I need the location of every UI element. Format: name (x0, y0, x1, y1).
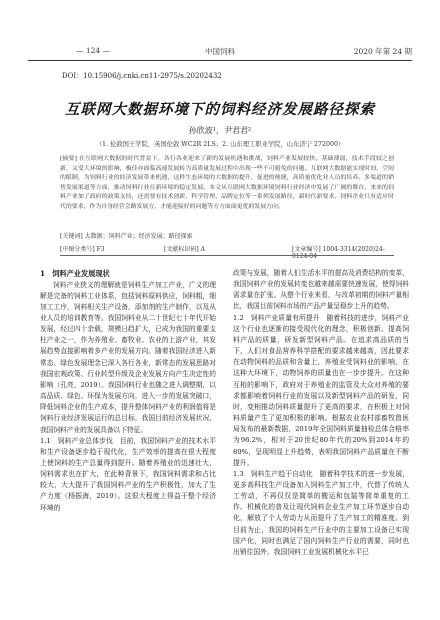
abstract-rule (60, 255, 394, 256)
section-heading: 1 饲料产业发展现状 (40, 269, 110, 278)
article-number: [文章编号] 1004-3314(2020)24-0124-04 (292, 246, 385, 260)
section-heading: 1.2 饲料产业质量有所提升 随着科技的进步，饲料产业这个行业也逐渐的接受现代化的理念，积极创新、提高饲料产品的质量，研发新型饲料产品。在追求高品质的当下，人们对食品营养科学搭配的要求越来越高，因此要求在动物饲料的品质和含量上，养殖业受饲料业的影响，在这种大环境下，动物饲养的质量也在一步步提升。在这种互相的影响下，政府对于养殖业的监管及大众对养殖的要求都影响着饲料行业的发展以及新型饲料产品的研发，同时，变相推动饲料质量提升了更高的要求，在积极上对饲料质量产生了更加积极的影响。根据农业农村部畜牧兽医局发布的最新数据，2019年全国饲料质量抽检总体合格率为96.2%，相对于20世纪80年代的20%到2014年的89%，呈现明显上升趋势，表明我国饲料产品质量在不断提升。 (233, 313, 409, 467)
keywords: [关键词] 大数据；饲料产业；经济发展；路径探索 (60, 233, 193, 240)
document-code: [文献标识码] A (164, 246, 205, 253)
journal-name: 中国饲料 (205, 47, 235, 56)
doi-line[interactable]: DOI：10.15906/j.cnki.cn11-2975/s.20202432 (62, 72, 222, 80)
affiliation-line: （1. 伦敦国王学院，英国伦敦 WC2R 2LS；2. 山东理工职业学院，山东济宁 272000） (95, 141, 345, 148)
article-title: 互联网大数据环境下的饲料经济发展路径探索 (65, 101, 375, 118)
abstract: [摘要] 在互联网大数据的时代背景下，各行各业迎来了新的发展机遇和挑战，饲料产业发展较快，基础薄弱，技术手段较之创新，又受大环境的影响，极佳亦面临高速发展转为高质量发展过程中出现一些不可避免的问题。互联网大数据能实现时间、空间的限制，为饲料行业的经济发展带来机遇，这样生态环境的大数据的提升，促进的便捷，高质量优化业人员的培养，多渠道的销售发展渠道等方面，推动饲料行业在新环境的稳定发展。本文从互联网大数据环境饲料行业经济中发展了广阔的舞台，来来的饲料产业加了政府的政策支持，还需要有技术创新，科学管理、品牌定位等一系列发展路径，新时代新要求、饲料企业只有适应时代的要求，作为自身经营会路发展方，才能迎接好的问题等方方面面更优的发展方向。 (60, 156, 394, 210)
running-header (28, 46, 412, 58)
body-column-right (233, 268, 409, 558)
author-line: 孙欣波¹，尹君君² (188, 126, 252, 135)
body-paragraph: 政策与发展，随着人们生活水平的提高及消费结构的变革，我国饲料产业的发展转变也越来越需要快速发展，使得饲料需求量在扩张。从整个行业来看，与改革初期的饲料产量相比，我国目前饲料市场的产品产量呈稳步上升的趋势。 (233, 269, 409, 311)
issue-label: 2020 年第 24 期 (353, 47, 412, 56)
clc-number: [中图分类号] F3 (60, 246, 105, 253)
body-column-left (40, 268, 216, 514)
section-heading: 1.3 饲料生产趋于自动化 随着科学技术的进一步发展，更多高科技生产设备加入饲料生产加工中，代替了传统人工劳动，不再仅仅是简单的搬运和包装等简单重复的工作。机械化的普及让现代饲料企业生产加工环节逐步自动化，解放了个人劳动力从而提升了生产加工的精准度。到目前为止，我国的饲料生产行业中的主要加工设备已实现国产化，同时也满足了国内饲料生产行业的需要，同时也出销往国外。我国饲料工业发展机械化水平已 (233, 469, 409, 556)
page-number: — 124 — (76, 46, 111, 55)
body-paragraph: 饲料产业狭义的理解就是饲料生产加工产业，广义的理解是完备的饲料工业体系，包括饲料原料供应，饲料粗，细加工工序，饲料相关生产设备，添加剂的生产制作，以及从业人员的培训教育等。我国饲料业从二十世纪七十年代开始发展，经过四十余载，规模日趋扩大，已成为我国的重要支柱产业之一，作为养殖业、畜牧业、农业的上游产业，其发展趋势直接影响着多产业的发展方向。随着我国经济进入新常态、绿色发展理念已深入各行各业，新常态的发展思路对我国宏观政策、行业转型升级及企业发展方向产生决定性的影响（孔亮，2019）。我国饲料行业也随之进入调整期，以高品质、绿色、环保为发展方向，进入一步的发展突破口，降低饲料企业的生产成本，提升整体饲料产业的利润值将是饲料行业经济发展运行的总目标，我国目前经济发展状况，我国饲料产业的发展具备以下特征。 (40, 280, 216, 434)
header-rule (28, 60, 412, 61)
section-heading: 1.1 饲料产业总体步伐 目前，我国饲料产业的技术水平和生产设备逐步趋于现代化，生产效率的提高在很大程度上使饲料的生产总量得到提升。随着养殖业的迅速壮大，饲料需求也在扩大，在此种背景下，我国饲料需求和占比较大，大大提升了我国饲料产业的生产积极性，加大了生产力度（杨振海，2019）。这很大程度上得益于整个经济环境的 (40, 436, 216, 512)
